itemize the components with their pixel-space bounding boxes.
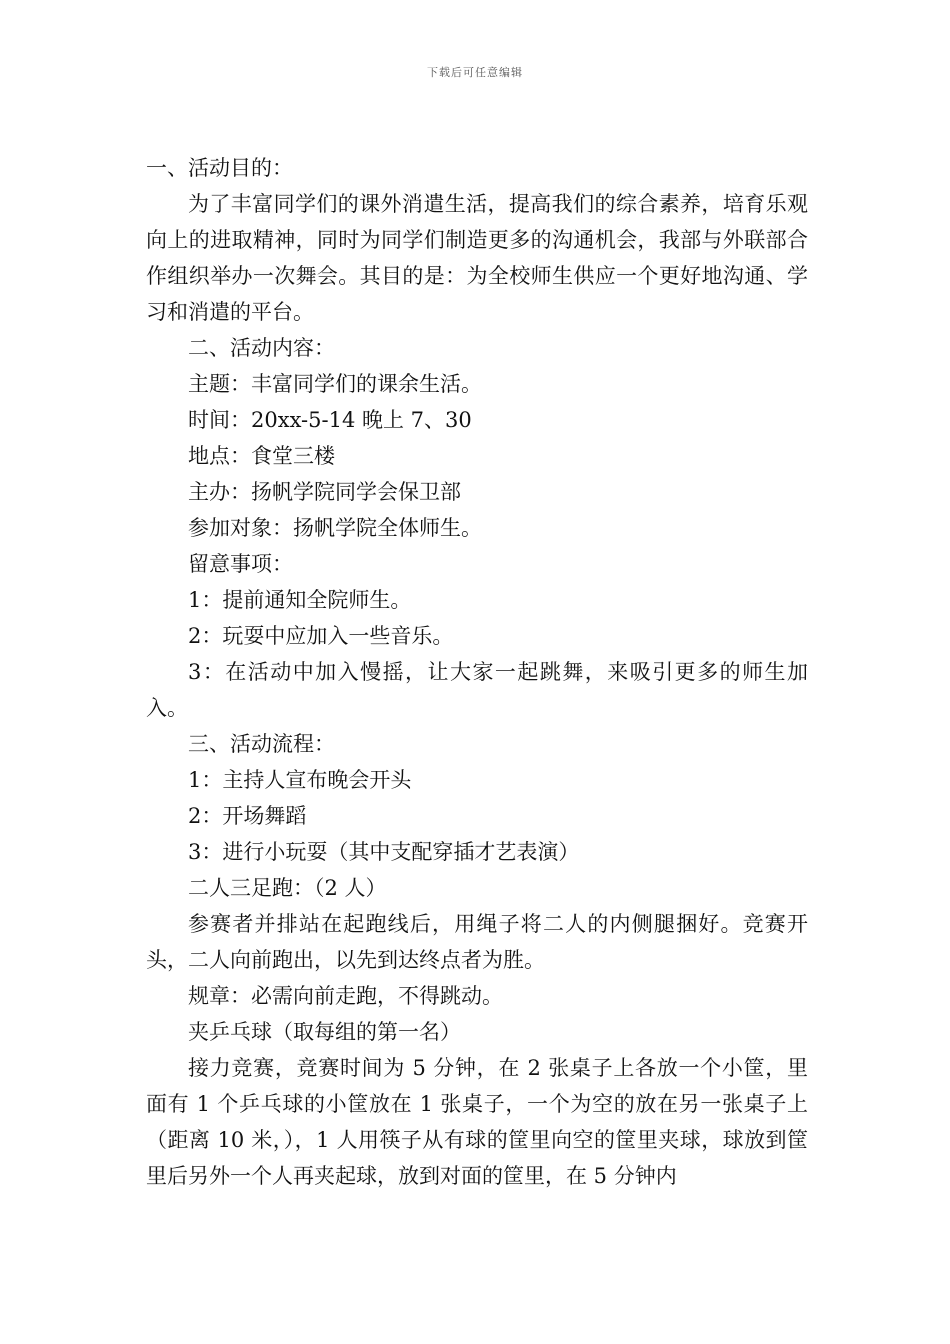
line-time: 时间：20xx-5-14 晚上 7、30	[188, 408, 472, 432]
game-three-legged-race-desc: 参赛者并排站在起跑线后，用绳子将二人的内侧腿捆好。竞赛开头，二人向前跑出，以先到达终点者为胜。	[146, 912, 808, 972]
flow-item-1: 1：主持人宣布晚会开头	[188, 768, 412, 792]
heading-activity-purpose: 一、活动目的：	[146, 156, 293, 180]
line-theme: 主题：丰富同学们的课余生活。	[188, 372, 482, 396]
page-header-note: 下载后可任意编辑	[427, 66, 523, 79]
heading-activity-content: 二、活动内容：	[188, 336, 335, 360]
game-three-legged-race-rule: 规章：必需向前走跑，不得跳动。	[188, 984, 503, 1008]
paragraph-purpose: 为了丰富同学们的课外消遣生活，提高我们的综合素养，培育乐观向上的进取精神，同时为同学们制造更多的沟通机会，我部与外联部合作组织举办一次舞会。其目的是：为全校师生供应一个更好地沟通、学习和消遣的平台。	[146, 192, 808, 324]
line-location: 地点：食堂三楼	[188, 444, 335, 468]
heading-activity-flow: 三、活动流程：	[188, 732, 335, 756]
note-item-1: 1：提前通知全院师生。	[188, 588, 412, 612]
game-three-legged-race-title: 二人三足跑：（2 人）	[188, 876, 387, 900]
line-organizer: 主办：扬帆学院同学会保卫部	[188, 480, 461, 504]
heading-notes: 留意事项：	[188, 552, 293, 576]
note-item-2: 2：玩耍中应加入一些音乐。	[188, 624, 454, 648]
line-participants: 参加对象：扬帆学院全体师生。	[188, 516, 482, 540]
document-body	[146, 150, 808, 1194]
flow-item-2: 2：开场舞蹈	[188, 804, 307, 828]
note-item-3: 3：在活动中加入慢摇，让大家一起跳舞，来吸引更多的师生加入。	[146, 660, 808, 720]
game-ping-pong-title: 夹乒乓球（取每组的第一名）	[188, 1020, 461, 1044]
flow-item-3: 3：进行小玩耍（其中支配穿插才艺表演）	[188, 840, 580, 864]
game-ping-pong-desc: 接力竞赛，竞赛时间为 5 分钟，在 2 张桌子上各放一个小筐，里面有 1 个乒乓球的小筐放在 1 张桌子，一个为空的放在另一张桌子上（距离 10 米，），1 人用筷子从有球的筐里向空的筐里夹球，球放到筐里后另外一个人再夹起球，放到对面的筐里，在 5 分钟内	[146, 1056, 808, 1188]
